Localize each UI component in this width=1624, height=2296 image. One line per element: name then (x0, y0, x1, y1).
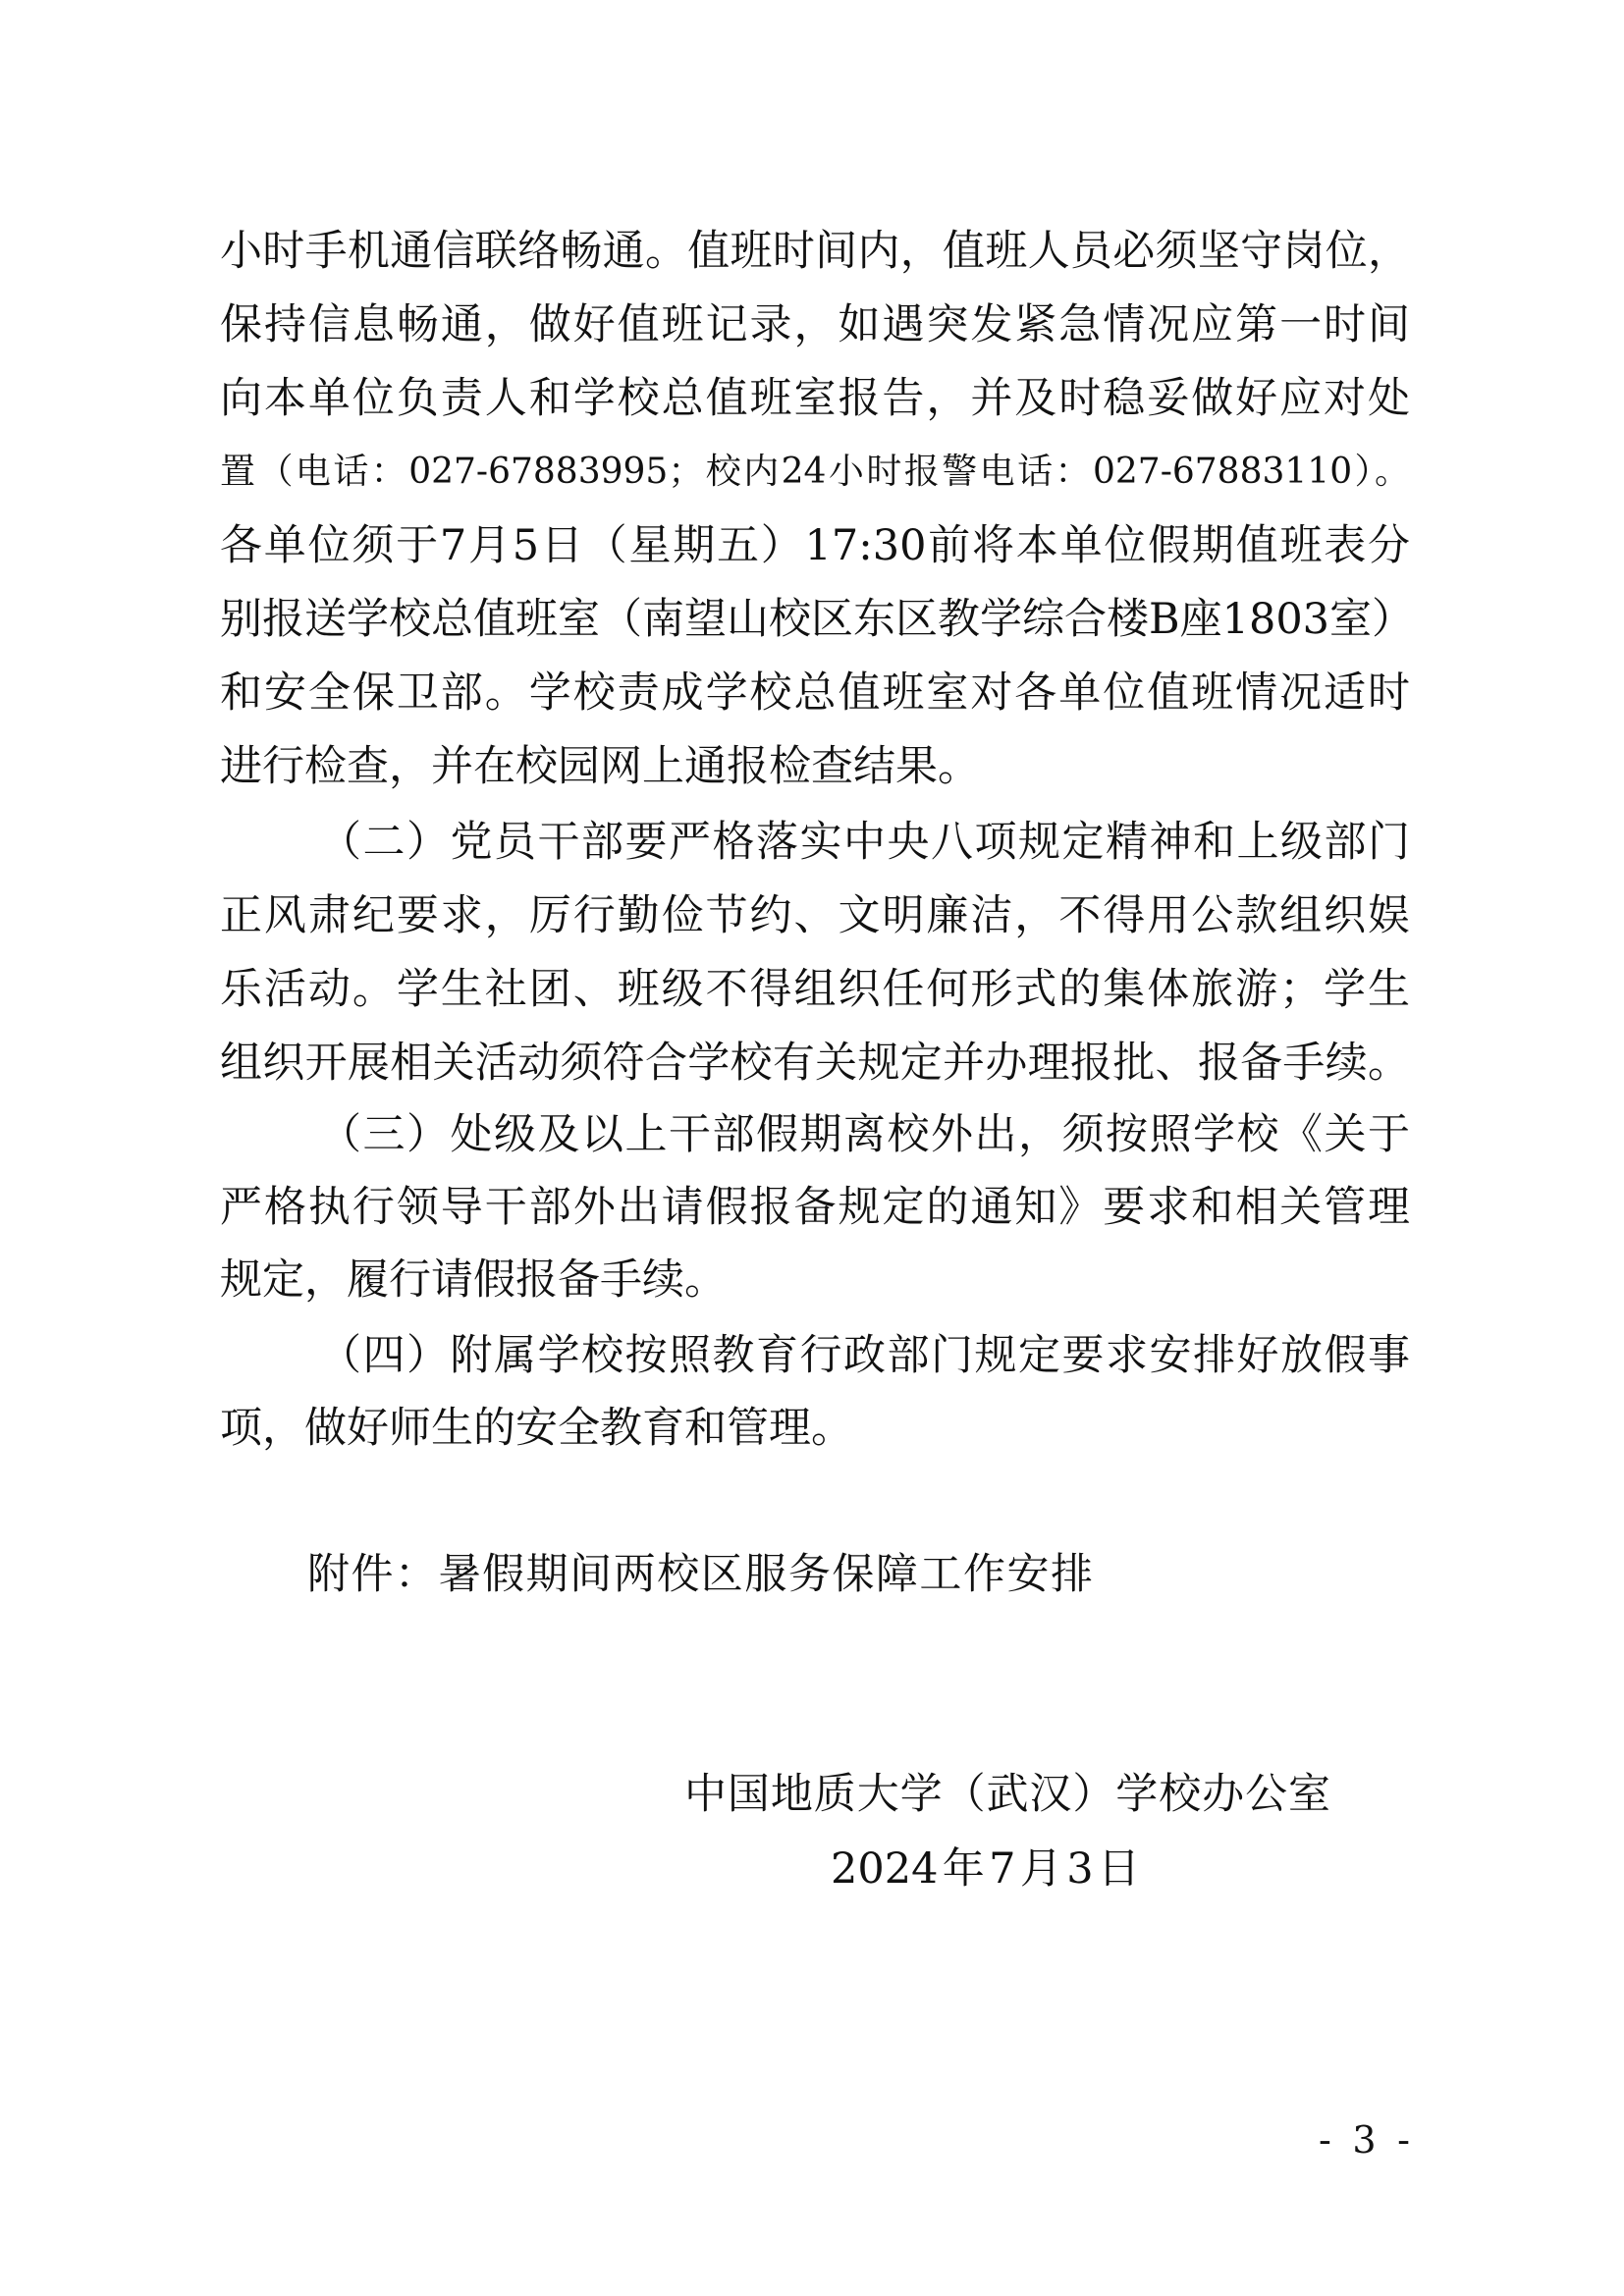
text-line: （三）处级及以上干部假期离校外出，须按照学校《关于 (319, 1110, 1410, 1159)
text-line: 项，做好师生的安全教育和管理。 (220, 1404, 853, 1453)
text-line: （四）附属学校按照教育行政部门规定要求安排好放假事 (319, 1331, 1410, 1380)
text-line: 乐活动。学生社团、班级不得组织任何形式的集体旅游；学生 (220, 965, 1410, 1014)
text-line: 各单位须于7月5日（星期五）17:30前将本单位假期值班表分 (220, 521, 1410, 570)
text-line: 和安全保卫部。学校责成学校总值班室对各单位值班情况适时 (220, 668, 1410, 718)
attachment-note: 附件：暑假期间两校区服务保障工作安排 (307, 1550, 1093, 1599)
text-line: 向本单位负责人和学校总值班室报告，并及时稳妥做好应对处 (220, 374, 1410, 423)
page-number: - 3 - (1319, 2118, 1410, 2162)
text-line: 保持信息畅通，做好值班记录，如遇突发紧急情况应第一时间 (220, 300, 1410, 349)
text-line: 组织开展相关活动须符合学校有关规定并办理报批、报备手续。 (220, 1039, 1410, 1088)
text-line: 严格执行领导干部外出请假报备规定的通知》要求和相关管理 (220, 1183, 1410, 1232)
signature-organization: 中国地质大学（武汉）学校办公室 (684, 1770, 1330, 1819)
text-line: 正风肃纪要求，厉行勤俭节约、文明廉洁，不得用公款组织娱 (220, 891, 1410, 940)
text-line: 别报送学校总值班室（南望山校区东区教学综合楼B座1803室） (220, 595, 1415, 644)
text-line: 置（电话：027-67883995；校内24小时报警电话：027-67883110）。 (220, 452, 1410, 492)
text-line: （二）党员干部要严格落实中央八项规定精神和上级部门 (319, 818, 1410, 867)
signature-date: 2024年7月3日 (831, 1844, 1140, 1894)
text-line: 进行检查，并在校园网上通报检查结果。 (220, 742, 980, 791)
text-line: 小时手机通信联络畅通。值班时间内，值班人员必须坚守岗位， (220, 227, 1410, 276)
text-line: 规定，履行请假报备手续。 (220, 1255, 727, 1305)
